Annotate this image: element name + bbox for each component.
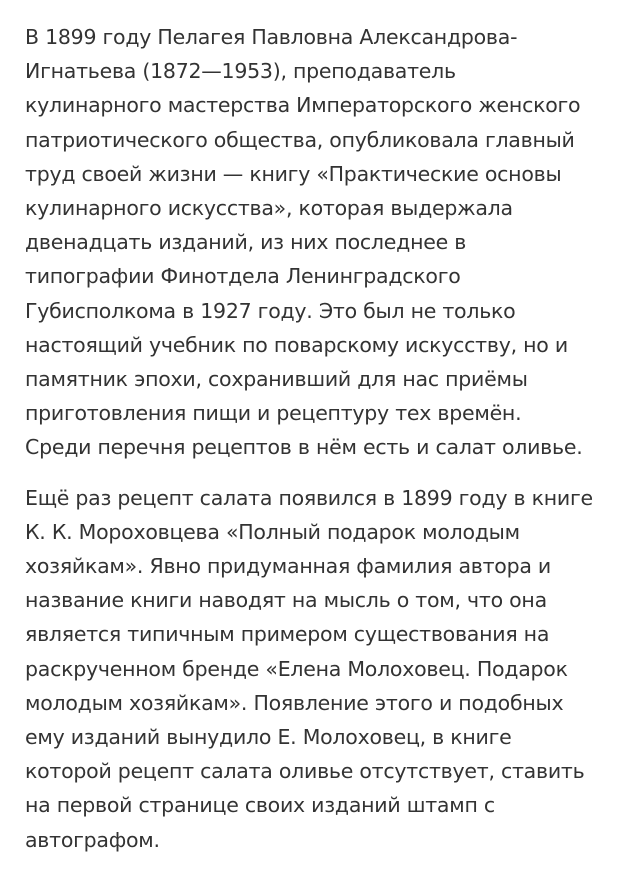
text-line: название книги наводят на мысль о том, что она bbox=[25, 588, 547, 613]
text-line: настоящий учебник по поварскому искусству, но и bbox=[25, 332, 568, 357]
text-line: К. К. Мороховцева «Полный подарок молодым bbox=[25, 519, 520, 544]
text-line: Среди перечня рецептов в нём есть и салат оливье. bbox=[25, 435, 583, 460]
text-line: памятник эпохи, сохранивший для нас приёмы bbox=[25, 367, 528, 392]
text-line: типографии Финотдела Ленинградского bbox=[25, 264, 461, 289]
text-line: автографом. bbox=[25, 827, 160, 852]
text-line: патриотического общества, опубликовала главный bbox=[25, 127, 575, 152]
text-line: Игнатьева (1872—1953), преподаватель bbox=[25, 59, 456, 84]
text-line: двенадцать изданий, из них последнее в bbox=[25, 230, 467, 255]
paragraph-olivier-history bbox=[25, 20, 616, 465]
text-line: которой рецепт салата оливье отсутствует, ставить bbox=[25, 759, 585, 784]
text-line: является типичным примером существования на bbox=[25, 622, 550, 647]
text-line: на первой странице своих изданий штамп с bbox=[25, 793, 495, 818]
text-line: кулинарного искусства», которая выдержала bbox=[25, 196, 513, 221]
text-line: труд своей жизни — книгу «Практические основы bbox=[25, 161, 562, 186]
paragraph-morokhovtsev-book bbox=[25, 481, 616, 857]
text-line: Губисполкома в 1927 году. Это был не только bbox=[25, 298, 516, 323]
text-line: ему изданий вынудило Е. Молоховец, в книге bbox=[25, 725, 512, 750]
text-line: хозяйкам». Явно придуманная фамилия автора и bbox=[25, 554, 551, 579]
text-line: приготовления пищи и рецептуру тех времён. bbox=[25, 401, 522, 426]
text-line: кулинарного мастерства Императорского женского bbox=[25, 93, 581, 118]
text-line: раскрученном бренде «Елена Молоховец. Подарок bbox=[25, 656, 568, 681]
text-line: В 1899 году Пелагея Павловна Александрова- bbox=[25, 25, 518, 49]
text-line: молодым хозяйкам». Появление этого и подобных bbox=[25, 690, 564, 715]
text-line: Ещё раз рецепт салата появился в 1899 году в книге bbox=[25, 485, 593, 510]
